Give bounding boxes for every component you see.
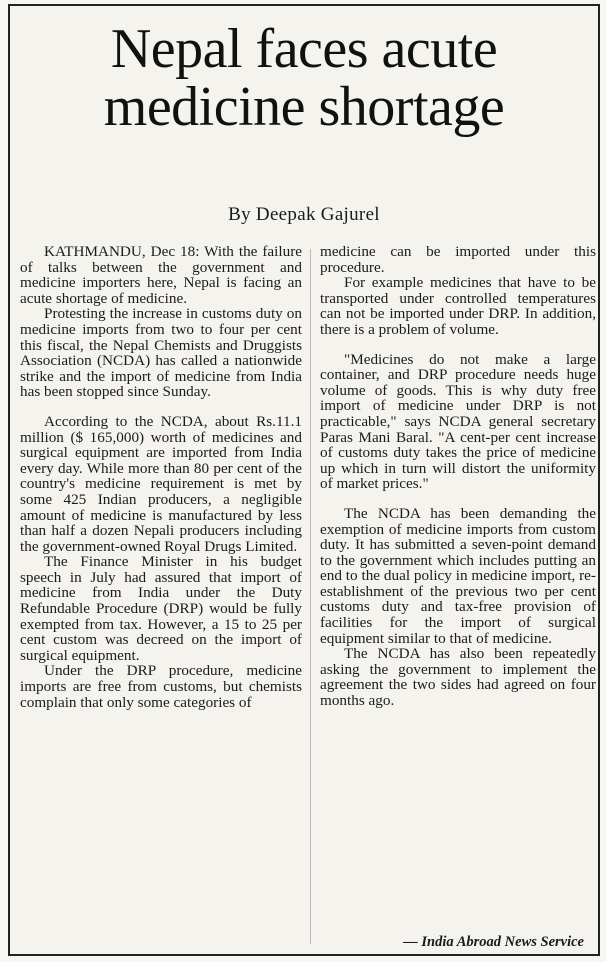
right-column <box>320 244 596 709</box>
column-divider <box>310 249 311 944</box>
headline-line-1: Nepal faces acute <box>110 18 498 80</box>
paragraph-ncda-figures: According to the NCDA, about Rs.11.1 million ($ 165,000) worth of medicines and surgical equipment are imported from India every day. While more than 80 per cent of the country's medicine requirement is met by some 425 Indian producers, a negligible amount of medicine is manufactured by less than half a dozen Nepali producers including the government-owned Royal Drugs Limited. <box>20 412 302 555</box>
paragraph-dateline: KATHMANDU, Dec 18: With the failure of talks between the government and medicine importers here, Nepal is facing an acute shortage of medicine. <box>20 243 302 307</box>
top-rule <box>10 4 598 6</box>
paragraph-finance-minister: The Finance Minister in his budget speech in July had assured that import of medicine from India under the Duty Refundable Procedure (DRP) would be fully exempted from tax. However, a 15 to 25 per cent custom was decreed on the import of surgical equipment. <box>20 553 302 664</box>
headline <box>10 20 598 136</box>
byline: By Deepak Gajurel <box>228 204 380 225</box>
paragraph-continued: medicine can be imported under this procedure. <box>320 243 596 276</box>
paragraph-quote: "Medicines do not make a large container, and DRP procedure needs huge volume of goods. This is why duty free import of medicine under DRP is not practicable," says NCDA general secretary Paras Mani Baral. "A cent-per cent increase of customs duty takes the price of medicine up which in turn will distort the uniformity of market prices." <box>320 350 596 493</box>
paragraph-protest: Protesting the increase in customs duty on medicine imports from two to four per cent this fiscal, the Nepal Chemists and Druggists Association (NCDA) has called a nationwide strike and the import of medicine from India has been stopped since Sunday. <box>20 305 302 401</box>
news-service-credit: — India Abroad News Service <box>403 934 584 950</box>
paragraph-drp-procedure: Under the DRP procedure, medicine imports are free from customs, but chemists complain that only some categories of <box>20 662 302 711</box>
paragraph-example: For example medicines that have to be transported under controlled temperatures can not be imported under DRP. In addition, there is a problem of volume. <box>320 274 596 338</box>
headline-line-2: medicine shortage <box>103 76 505 138</box>
paragraph-agreement: The NCDA has also been repeatedly asking the government to implement the agreement the two sides had agreed on four months ago. <box>320 645 596 710</box>
left-column <box>20 244 302 710</box>
paragraph-demands: The NCDA has been demanding the exemption of medicine imports from custom duty. It has submitted a seven-point demand to the government which includes putting an end to the dual policy in medicine import, re-establishment of the previous two per cent customs duty and tax-free provision of facilities for the import of surgical equipment similar to that of medicine. <box>320 504 596 647</box>
news-clipping <box>8 4 600 956</box>
